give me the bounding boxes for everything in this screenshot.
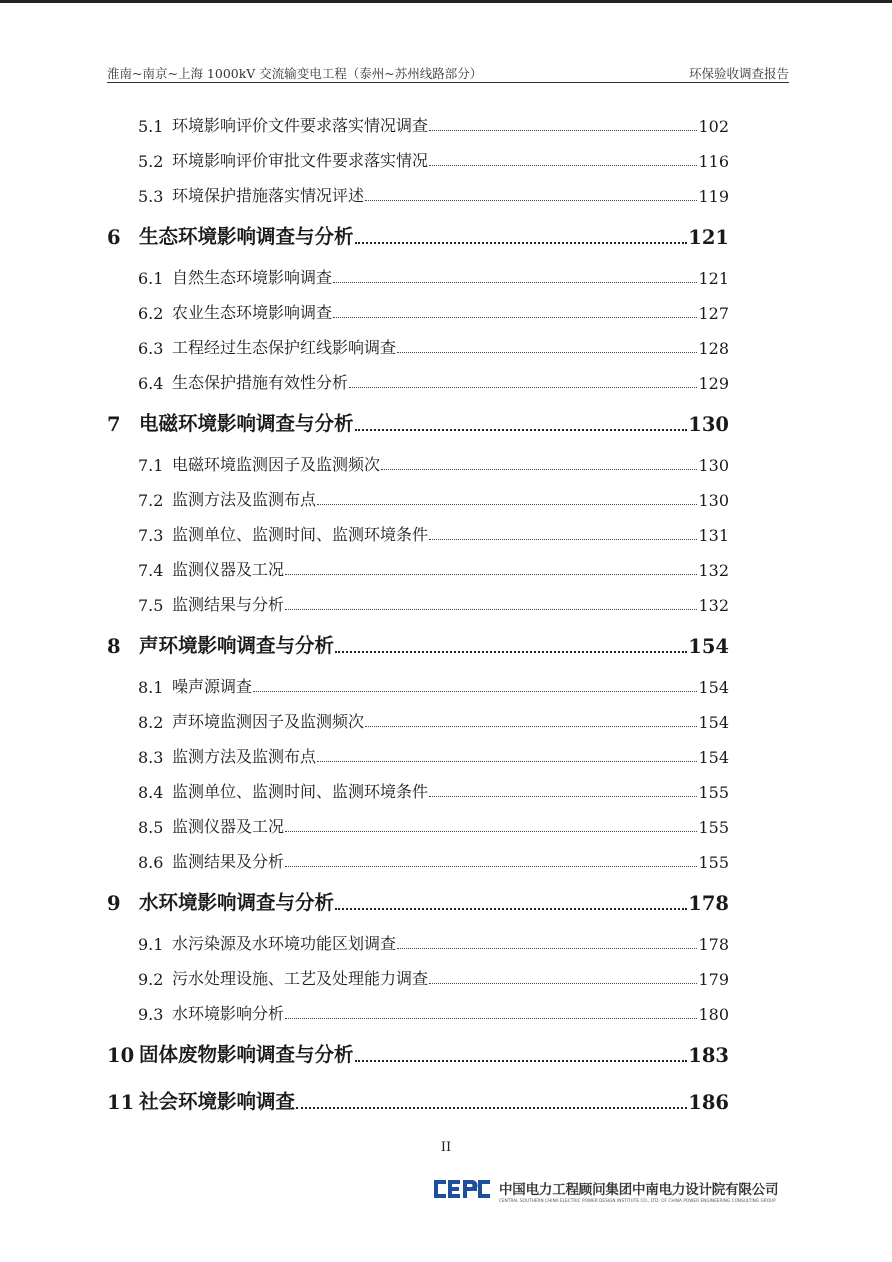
toc-entry-page: 119 xyxy=(698,187,729,206)
toc-entry-page: 132 xyxy=(698,596,729,615)
toc-entry-title: 社会环境影响调查 xyxy=(139,1090,296,1113)
toc-section-entry[interactable] xyxy=(107,780,729,802)
toc-entry-number: 7.2 xyxy=(138,491,164,510)
toc-chapter-entry[interactable] xyxy=(107,223,729,249)
toc-dot-leader xyxy=(429,130,697,131)
toc-entry-title: 水污染源及水环境功能区划调查 xyxy=(172,934,397,953)
toc-entry-number: 9 xyxy=(107,892,121,915)
toc-section-entry[interactable] xyxy=(107,710,729,732)
toc-entry-number: 9.1 xyxy=(138,935,164,954)
toc-section-entry[interactable] xyxy=(107,336,729,358)
toc-chapter-entry[interactable] xyxy=(107,410,729,436)
toc-entry-page: 132 xyxy=(698,561,729,580)
toc-entry-title: 污水处理设施、工艺及处理能力调查 xyxy=(172,969,429,988)
toc-section-entry[interactable] xyxy=(107,558,729,580)
toc-entry-number: 8 xyxy=(107,635,121,658)
toc-entry-page: 130 xyxy=(698,491,729,510)
toc-entry-number: 9.2 xyxy=(138,970,164,989)
toc-entry-page: 183 xyxy=(688,1044,729,1067)
toc-chapter-entry[interactable] xyxy=(107,1041,729,1067)
toc-section-entry[interactable] xyxy=(107,301,729,323)
toc-entry-number: 5.3 xyxy=(138,187,164,206)
toc-entry-page: 121 xyxy=(698,269,729,288)
toc-entry-number: 6.1 xyxy=(138,269,164,288)
toc-entry-page: 155 xyxy=(698,783,729,802)
toc-dot-leader xyxy=(253,691,697,692)
toc-section-entry[interactable] xyxy=(107,932,729,954)
toc-entry-number: 5.2 xyxy=(138,152,164,171)
toc-chapter-entry[interactable] xyxy=(107,632,729,658)
toc-entry-number: 8.2 xyxy=(138,713,164,732)
toc-dot-leader xyxy=(285,609,697,610)
toc-entry-number: 7.3 xyxy=(138,526,164,545)
toc-entry-number: 7.1 xyxy=(138,456,164,475)
toc-entry-title: 监测结果与分析 xyxy=(172,595,285,614)
toc-section-entry[interactable] xyxy=(107,453,729,475)
toc-entry-page: 130 xyxy=(698,456,729,475)
toc-entry-number: 8.3 xyxy=(138,748,164,767)
toc-entry-page: 128 xyxy=(698,339,729,358)
toc-dot-leader xyxy=(285,1018,697,1019)
toc-section-entry[interactable] xyxy=(107,850,729,872)
toc-dot-leader xyxy=(429,165,697,166)
toc-section-entry[interactable] xyxy=(107,1002,729,1024)
toc-dot-leader xyxy=(285,831,697,832)
toc-dot-leader xyxy=(335,908,687,910)
toc-entry-number: 6 xyxy=(107,226,121,249)
toc-section-entry[interactable] xyxy=(107,266,729,288)
toc-entry-number: 6.2 xyxy=(138,304,164,323)
toc-dot-leader xyxy=(285,574,697,575)
toc-entry-page: 178 xyxy=(688,892,729,915)
toc-section-entry[interactable] xyxy=(107,815,729,837)
toc-entry-title: 固体废物影响调查与分析 xyxy=(139,1043,354,1066)
toc-dot-leader xyxy=(296,1107,687,1109)
toc-entry-number: 5.1 xyxy=(138,117,164,136)
toc-entry-title: 工程经过生态保护红线影响调查 xyxy=(172,338,397,357)
toc-entry-page: 154 xyxy=(698,678,729,697)
toc-entry-number: 11 xyxy=(107,1091,135,1114)
toc-section-entry[interactable] xyxy=(107,675,729,697)
toc-chapter-entry[interactable] xyxy=(107,1088,729,1114)
toc-entry-page: 180 xyxy=(698,1005,729,1024)
toc-entry-title: 噪声源调查 xyxy=(172,677,253,696)
toc-chapter-entry[interactable] xyxy=(107,889,729,915)
toc-dot-leader xyxy=(317,761,697,762)
toc-entry-number: 7 xyxy=(107,413,121,436)
toc-entry-title: 生态保护措施有效性分析 xyxy=(172,373,349,392)
toc-dot-leader xyxy=(381,469,697,470)
toc-entry-title: 监测方法及监测布点 xyxy=(172,490,317,509)
toc-entry-page: 154 xyxy=(698,713,729,732)
toc-entry-page: 154 xyxy=(698,748,729,767)
toc-section-entry[interactable] xyxy=(107,523,729,545)
toc-dot-leader xyxy=(429,796,697,797)
toc-dot-leader xyxy=(317,504,697,505)
toc-entry-page: 154 xyxy=(688,635,729,658)
toc-entry-page: 179 xyxy=(698,970,729,989)
toc-entry-title: 电磁环境监测因子及监测频次 xyxy=(172,455,381,474)
toc-section-entry[interactable] xyxy=(107,114,729,136)
toc-dot-leader xyxy=(333,282,697,283)
toc-entry-page: 121 xyxy=(688,226,729,249)
toc-section-entry[interactable] xyxy=(107,149,729,171)
toc-entry-number: 8.5 xyxy=(138,818,164,837)
toc-section-entry[interactable] xyxy=(107,371,729,393)
toc-dot-leader xyxy=(355,242,688,244)
toc-entry-number: 9.3 xyxy=(138,1005,164,1024)
toc-entry-title: 声环境影响调查与分析 xyxy=(139,634,335,657)
cepdi-logo-icon xyxy=(432,1178,494,1200)
toc-entry-number: 6.3 xyxy=(138,339,164,358)
toc-entry-title: 监测方法及监测布点 xyxy=(172,747,317,766)
company-name-en: CENTRAL SOUTHERN CHINA ELECTRIC POWER DESIGN INSTITUTE CO., LTD. OF CHINA POWER ENGINEERING CONSULTING GROUP xyxy=(499,1198,776,1203)
toc-entry-number: 8.1 xyxy=(138,678,164,697)
toc-entry-title: 电磁环境影响调查与分析 xyxy=(139,412,354,435)
toc-dot-leader xyxy=(397,948,697,949)
toc-entry-number: 7.4 xyxy=(138,561,164,580)
toc-entry-page: 127 xyxy=(698,304,729,323)
toc-entry-number: 8.4 xyxy=(138,783,164,802)
toc-entry-title: 水环境影响调查与分析 xyxy=(139,891,335,914)
toc-entry-title: 自然生态环境影响调查 xyxy=(172,268,333,287)
toc-entry-title: 监测单位、监测时间、监测环境条件 xyxy=(172,525,429,544)
toc-section-entry[interactable] xyxy=(107,745,729,767)
toc-entry-page: 116 xyxy=(698,152,729,171)
toc-entry-title: 环境保护措施落实情况评述 xyxy=(172,186,365,205)
toc-entry-title: 水环境影响分析 xyxy=(172,1004,285,1023)
toc-entry-title: 生态环境影响调查与分析 xyxy=(139,225,354,248)
toc-entry-page: 131 xyxy=(698,526,729,545)
toc-section-entry[interactable] xyxy=(107,488,729,510)
toc-entry-number: 7.5 xyxy=(138,596,164,615)
header-report-title: 环保验收调查报告 xyxy=(688,66,789,81)
toc-dot-leader xyxy=(429,983,697,984)
toc-entry-page: 155 xyxy=(698,818,729,837)
toc-entry-title: 农业生态环境影响调查 xyxy=(172,303,333,322)
company-logo xyxy=(432,1176,792,1212)
toc-entry-title: 监测单位、监测时间、监测环境条件 xyxy=(172,782,429,801)
toc-entry-page: 186 xyxy=(688,1091,729,1114)
toc-entry-page: 178 xyxy=(698,935,729,954)
toc-dot-leader xyxy=(333,317,697,318)
toc-entry-title: 环境影响评价审批文件要求落实情况 xyxy=(172,151,429,170)
company-name-cn: 中国电力工程顾问集团中南电力设计院有限公司 xyxy=(499,1182,779,1198)
toc-dot-leader xyxy=(397,352,697,353)
toc-dot-leader xyxy=(355,429,688,431)
toc-dot-leader xyxy=(429,539,697,540)
toc-entry-page: 102 xyxy=(698,117,729,136)
toc-entry-page: 155 xyxy=(698,853,729,872)
page-number: II xyxy=(440,1140,452,1155)
toc-entry-title: 声环境监测因子及监测频次 xyxy=(172,712,365,731)
toc-entry-title: 监测结果及分析 xyxy=(172,852,285,871)
toc-dot-leader xyxy=(355,1060,688,1062)
running-header xyxy=(107,62,789,83)
toc-entry-number: 8.6 xyxy=(138,853,164,872)
page-top-rule xyxy=(0,0,892,3)
toc-dot-leader xyxy=(349,387,697,388)
toc-entry-title: 环境影响评价文件要求落实情况调查 xyxy=(172,116,429,135)
toc-section-entry[interactable] xyxy=(107,184,729,206)
header-project-title: 淮南~南京~上海 1000kV 交流输变电工程（泰州~苏州线路部分） xyxy=(107,66,483,81)
toc-section-entry[interactable] xyxy=(107,967,729,989)
toc-dot-leader xyxy=(285,866,697,867)
toc-entry-number: 10 xyxy=(107,1044,135,1067)
toc-dot-leader xyxy=(335,651,687,653)
toc-entry-title: 监测仪器及工况 xyxy=(172,560,285,579)
toc-dot-leader xyxy=(365,726,697,727)
toc-entry-page: 130 xyxy=(688,413,729,436)
toc-entry-title: 监测仪器及工况 xyxy=(172,817,285,836)
toc-entry-page: 129 xyxy=(698,374,729,393)
toc-section-entry[interactable] xyxy=(107,593,729,615)
toc-entry-number: 6.4 xyxy=(138,374,164,393)
toc-dot-leader xyxy=(365,200,697,201)
